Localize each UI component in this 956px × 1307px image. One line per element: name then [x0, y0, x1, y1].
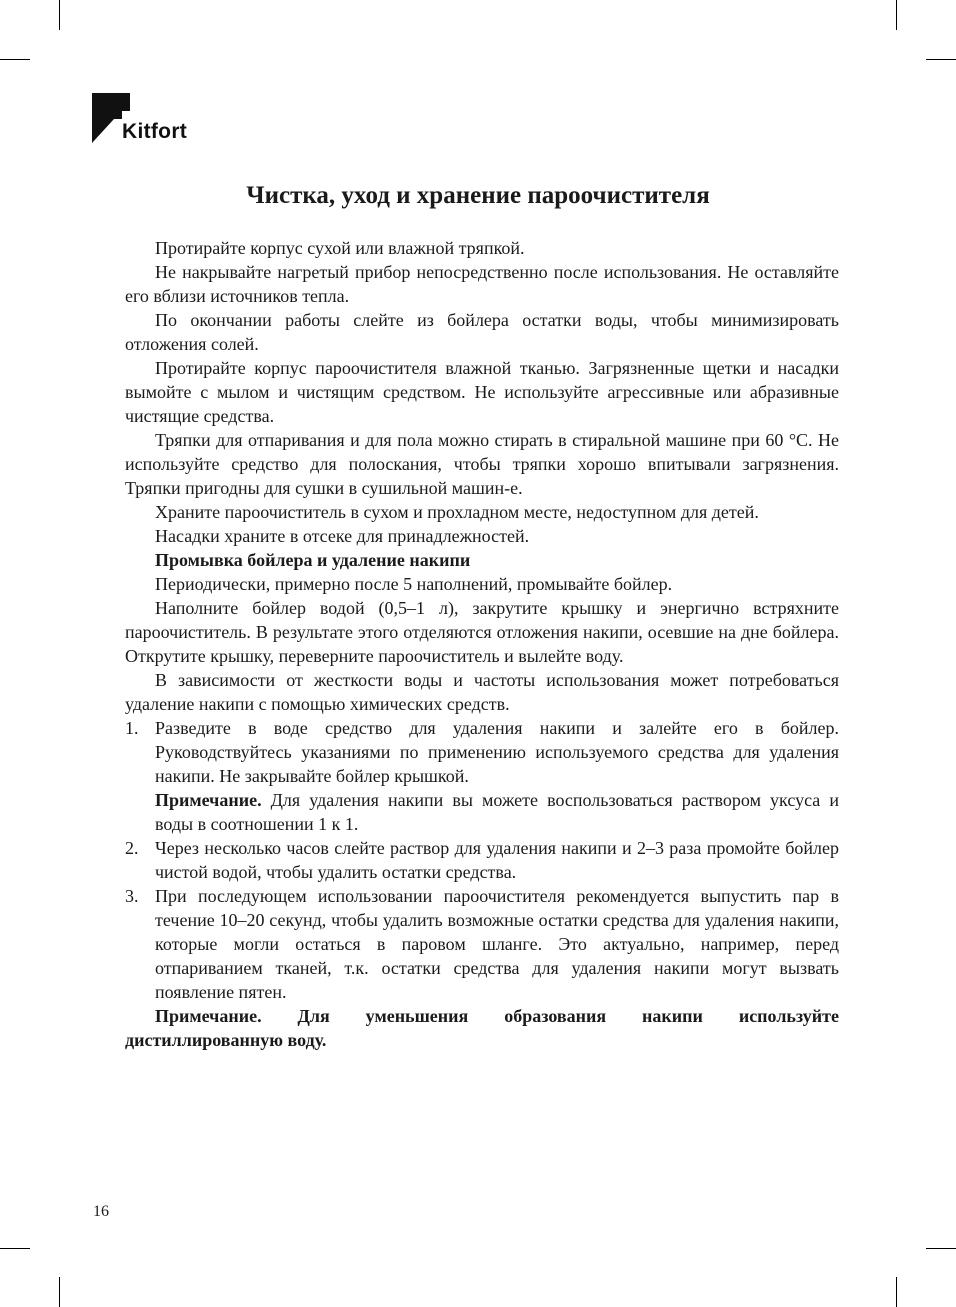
final-note: Примечание. Для уменьшения образования накипи используйте дистиллированную воду.: [125, 1006, 839, 1050]
list-item: [125, 716, 839, 788]
crop-mark: [926, 1248, 956, 1249]
crop-mark: [896, 0, 897, 30]
section-heading: Промывка бойлера и удаление накипи: [155, 550, 471, 570]
step-text: Разведите в воде средство для удаления накипи и залейте его в бойлер. Руководствуйтесь указаниями по применению используемого средства для удаления накипи. Не закрывайте бойлер крышкой.: [155, 718, 839, 786]
note-text: Для удаления накипи вы можете воспользоваться раствором уксуса и воды в соотношении 1 к 1.: [155, 790, 839, 834]
paragraph: Протирайте корпус пароочистителя влажной тканью. Загрязненные щетки и насадки вымойте с мылом и чистящим средством. Не используйте агрессивные или абразивные чистящие средства.: [125, 358, 839, 426]
list-item: [125, 884, 839, 1004]
crop-mark: [59, 0, 60, 30]
crop-mark: [896, 1277, 897, 1307]
paragraph: Насадки храните в отсеке для принадлежностей.: [155, 526, 530, 546]
paragraph: Тряпки для отпаривания и для пола можно стирать в стиральной машине при 60 °С. Не используйте средство для полоскания, чтобы тряпки хорошо впитывали загрязнения. Тряпки пригодны для сушки в сушильной машин-е.: [125, 430, 839, 498]
step-note: [125, 788, 839, 836]
paragraph: В зависимости от жесткости воды и частоты использования может потребоваться удаление накипи с помощью химических средств.: [125, 670, 839, 714]
list-item: [125, 836, 839, 884]
step-number: 2.: [125, 838, 139, 858]
step-number: 3.: [125, 886, 139, 906]
paragraph: Протирайте корпус сухой или влажной тряпкой.: [155, 238, 525, 258]
crop-mark: [0, 1248, 30, 1249]
page-title: Чистка, уход и хранение пароочистителя: [246, 182, 710, 209]
paragraph: Не накрывайте нагретый прибор непосредственно после использования. Не оставляйте его вблизи источников тепла.: [125, 262, 839, 306]
steps-list: [125, 716, 839, 1004]
page-number: 16: [93, 1203, 109, 1220]
step-text: При последующем использовании пароочистителя рекомендуется выпустить пар в течение 10–20 секунд, чтобы удалить возможные остатки средства для удаления накипи, которые могли остаться в паровом шланге. Это актуально, например, перед отпариванием тканей, т.к. остатки средства для удаления накипи могут вызвать появление пятен.: [155, 886, 839, 1002]
paragraph: По окончании работы слейте из бойлера остатки воды, чтобы минимизировать отложения солей.: [125, 310, 839, 354]
paragraph: Храните пароочиститель в сухом и прохладном месте, недоступном для детей.: [155, 502, 759, 522]
paragraph: Наполните бойлер водой (0,5–1 л), закрутите крышку и энергично встряхните пароочиститель. В результате этого отделяются отложения накипи, осевшие на дне бойлера. Открутите крышку, переверните пароочиститель и вылейте воду.: [125, 598, 839, 666]
crop-mark: [0, 59, 30, 60]
step-text: Через несколько часов слейте раствор для удаления накипи и 2–3 раза промойте бойлер чистой водой, чтобы удалить остатки средства.: [155, 838, 839, 882]
crop-mark: [59, 1277, 60, 1307]
step-number: 1.: [125, 718, 139, 738]
paragraph: Периодически, примерно после 5 наполнений, промывайте бойлер.: [155, 574, 673, 594]
crop-mark: [926, 59, 956, 60]
note-label: Примечание.: [155, 790, 262, 810]
brand-name: Kitfort: [122, 120, 188, 143]
document-body: [125, 236, 839, 1052]
